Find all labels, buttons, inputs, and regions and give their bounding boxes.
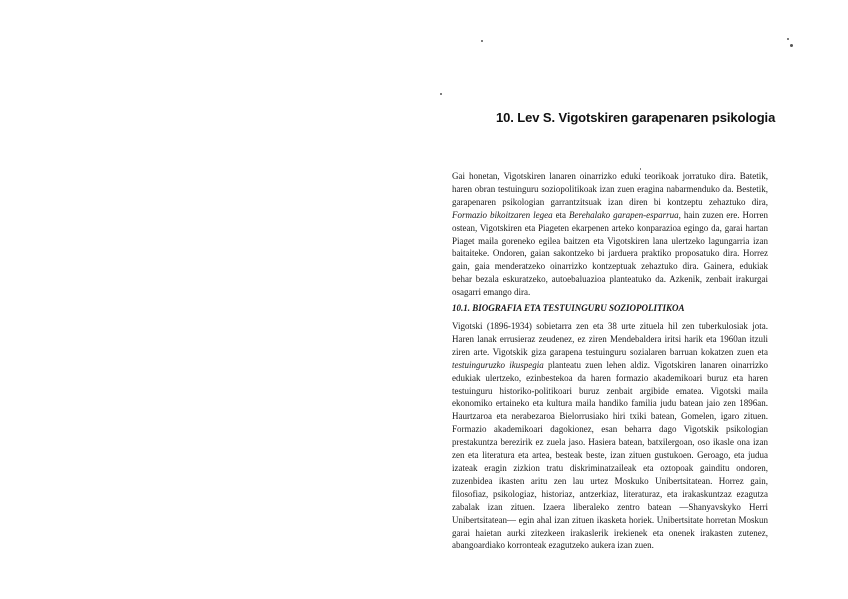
section-heading: 10.1. BIOGRAFIA ETA TESTUINGURU SOZIOPOLITIKOA [452, 303, 685, 313]
intro-text-3: hain zuzen ere. Horren ostean, Vigotskiren eta Piageten ekarpenen arteko konparazioa egingo da, garai hartan Piaget maila goreneko egilea baitzen eta Vigotskiren lana ulertzeko lagungarria izan baitaiteke. Ondoren, gaian sakontzeko bi jarduera praktiko proposatuko dira. Horrez gain, gaia menderatzeko oinarrizko kontzeptuak zehaztuko dira. Gainera, edukiak behar bezala eskuratzeko, autoebaluazioa planteatuko da. Azkenik, zenbait irakurgai osagarri emango dira. [452, 209, 768, 298]
scan-speck [790, 44, 793, 47]
intro-text-2: eta [552, 209, 570, 220]
scan-speck [440, 93, 442, 95]
biography-text-1: Vigotski (1896-1934) sobietarra zen eta 38 urte zituela hil zen tuberkulosiak jota. Haren lanak errusieraz zeudenez, ez ziren Mendebaldera iritsi harik eta 1960an itzuli ziren arte. Vigotskik giza garapena testuinguru sozialaren barruan kokatzen zuen eta [452, 321, 768, 357]
intro-term-1: Formazio bikoitzaren legea [452, 209, 553, 220]
intro-text-1: Gai honetan, Vigotskiren lanaren oinarrizko eduki teorikoak jorratuko dira. Batetik, haren obran testuinguru soziopolitikoak izan zuen eragina nabarmenduko da. Bestetik, garapenaren psikologian garrantzitsuak izan diren bi kontzeptu zehaztuko dira, [452, 171, 768, 207]
chapter-title: 10. Lev S. Vigotskiren garapenaren psikologia [496, 110, 776, 125]
scan-speck [481, 40, 483, 42]
intro-paragraph [452, 170, 768, 299]
biography-term: testuinguruzko ikuspegia [452, 359, 544, 370]
scan-speck [787, 38, 789, 40]
biography-text-2: planteatu zuen lehen aldiz. Vigotskiren lanaren oinarrizko edukiak ulertzeko, ezinbestekoa da haren formazio akademikoari buruz eta haren testuinguru historiko-politikoari buruz zenbait argibide ematea. Vigotski maila ekonomiko ertaineko eta kultura maila handiko familia judu batean jaio zen 1896an. Haurtzaroa eta nerabezaroa Bielorrusiako hiri txiki batean, Gomelen, igaro zituen. Formazio akademikoari dagokionez, esan beharra dago Vigotskik psikologian prestakuntza berezirik ez zuela jaso. Hasiera batean, batxilergoan, oso ikasle ona izan zen eta literatura eta artea, besteak beste, izan zituen gustukoen. Geroago, eta judua izateak eragin zizkion tratu diskriminatzaileak eta oztopoak gainditu ondoren, zuzenbidea ikasten aritu zen lau urtez Moskuko Unibertsitatean. Horrez gain, filosofiaz, psikologiaz, historiaz, antzerkiaz, literaturaz, eta irakaskuntzaz ezagutza zabalak izan zituen. Izaera liberaleko zentro batean —Shanyavskyko Herri Unibertsitatean— egin ahal izan zituen ikasketa horiek. Unibertsitate horretan Moskun garai haietan aurki zitezkeen irakaslerik irekienek eta onenek irakasten zutenez, abangoardiako korronteak ezagutzeko aukera izan zuen. [452, 359, 768, 551]
intro-term-2: Berehalako garapen-esparrua, [569, 209, 681, 220]
biography-paragraph [452, 320, 768, 552]
